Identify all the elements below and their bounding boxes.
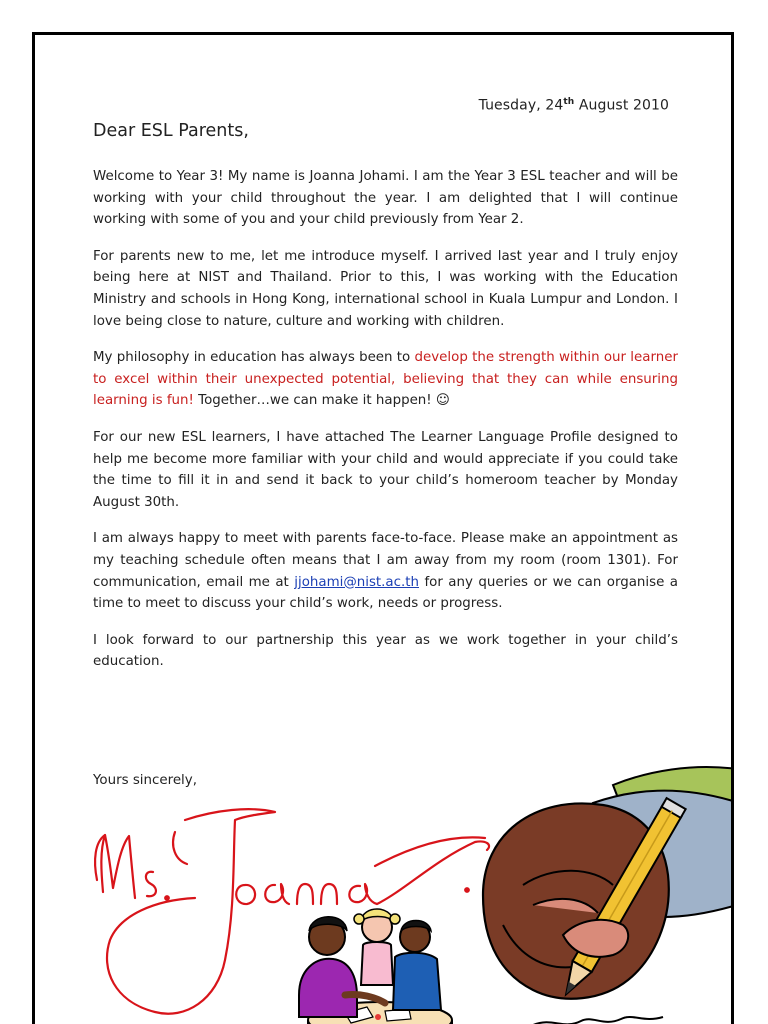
date-rest: August 2010: [574, 97, 669, 114]
paragraph-contact: [93, 528, 678, 614]
contact-end: for any queries or we can organise a time to meet to discuss your child’s work, needs or progress.: [93, 574, 678, 612]
paragraph-learner-profile: For our new ESL learners, I have attached The Learner Language Profile designed to help me become more familiar with your child and would appreciate if you could take the time to fill it in and send it back to your child’s homeroom teacher by Monday August 30th.: [93, 429, 678, 510]
paragraph-partnership: I look forward to our partnership this year as we work together in your child’s education.: [93, 632, 678, 670]
philosophy-highlight: develop the strength within our learner to excel within their unexpected potential, believing that they can while ensuring learning is fun!: [93, 350, 678, 409]
philosophy-end: Together…we can make it happen! ☺: [193, 393, 450, 409]
letter-page: [32, 32, 734, 1024]
contact-start: I am always happy to meet with parents face-to-face. Please make an appointment as my teaching schedule often means that I am away from my room (room 1301). For communication, email me at: [93, 531, 678, 590]
hand-pencil-illustration: [463, 755, 734, 1024]
salutation: Dear ESL Parents,: [93, 121, 249, 141]
paragraph-welcome: Welcome to Year 3! My name is Joanna Johami. I am the Year 3 ESL teacher and will be working with your child throughout the year. I am delighted that I will continue working with some of you and your child previously from Year 2.: [93, 169, 678, 228]
letter-body: [93, 166, 678, 688]
children-illustration: [285, 885, 455, 1024]
philosophy-start: My philosophy in education has always been to: [93, 350, 415, 366]
email-link[interactable]: jjohami@nist.ac.th: [294, 574, 419, 590]
date-suffix: th: [563, 97, 575, 107]
letter-date: [479, 97, 669, 114]
date-prefix: Tuesday, 24: [478, 97, 564, 114]
closing: Yours sincerely,: [93, 773, 197, 788]
paragraph-introduction: For parents new to me, let me introduce myself. I arrived last year and I truly enjoy being here at NIST and Thailand. Prior to this, I was working with the Education Ministry and schools in Hong Kong, international school in Kuala Lumpur and London. I love being close to nature, culture and working with children.: [93, 248, 678, 329]
paragraph-philosophy: [93, 347, 678, 412]
